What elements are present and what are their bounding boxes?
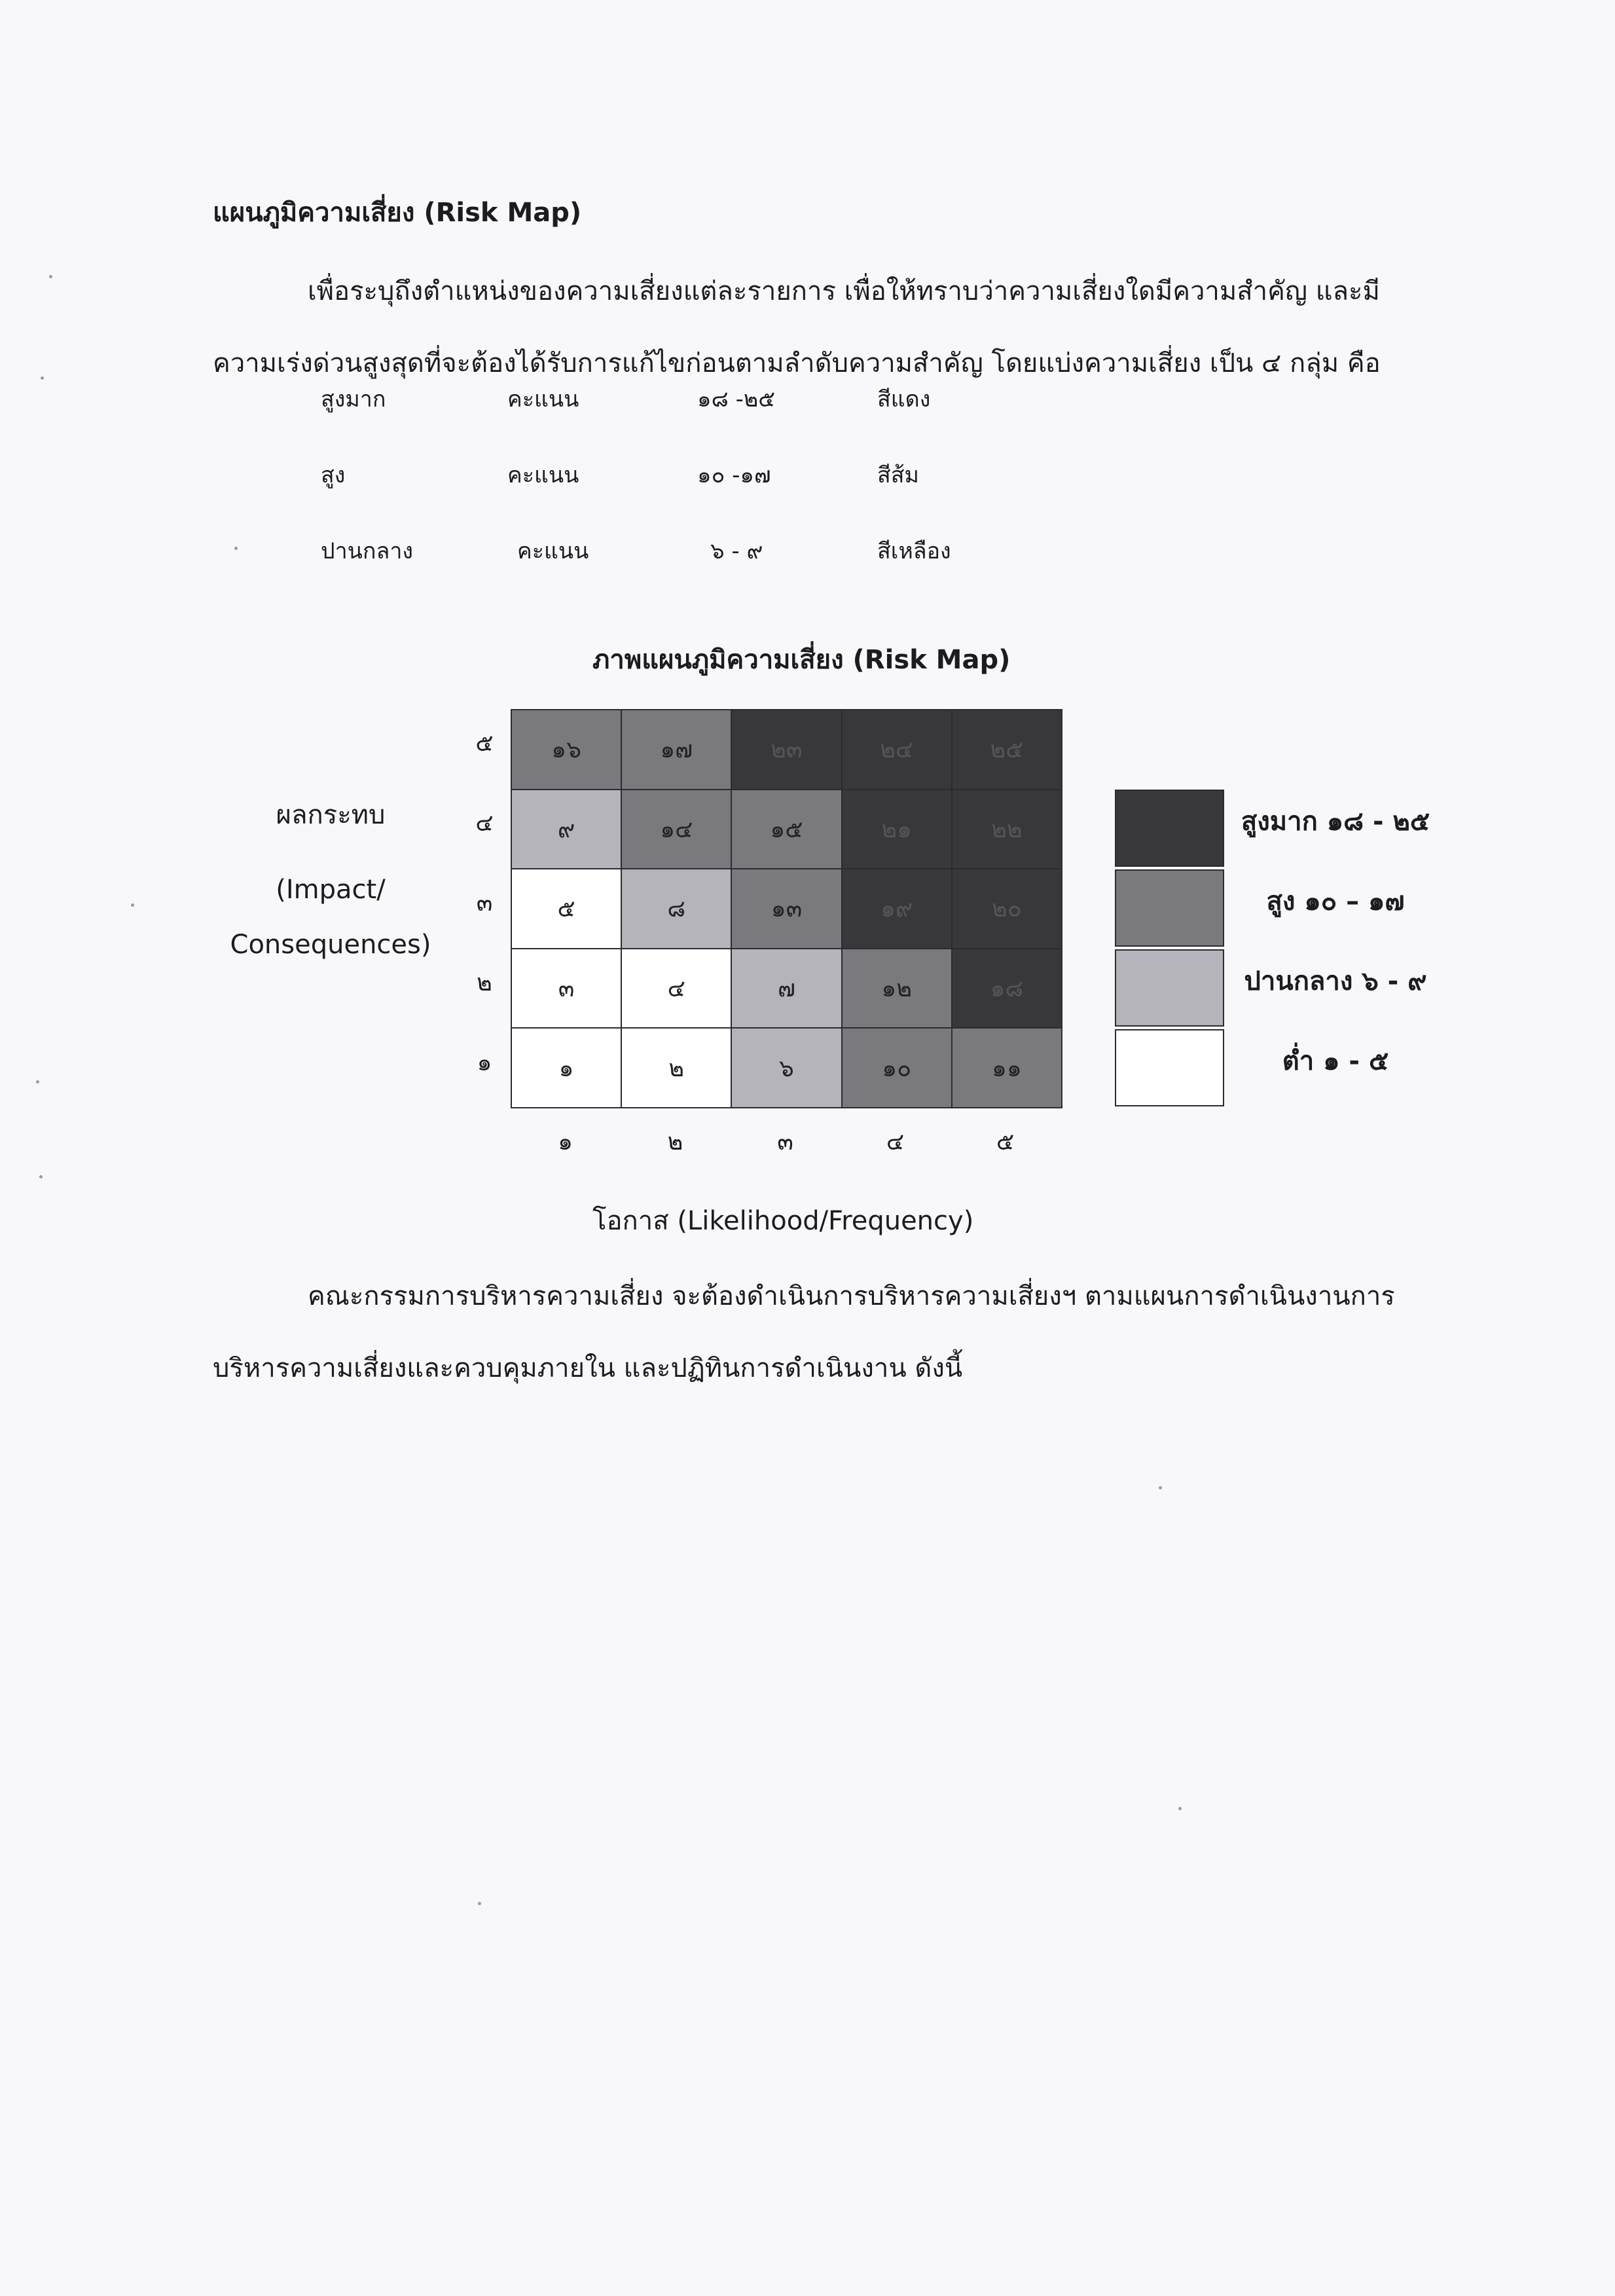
- legend-label-medium: ปานกลาง ๖ - ๙: [1244, 966, 1427, 996]
- risk-matrix-row: [511, 790, 1062, 869]
- color-name: สีเหลือง: [877, 538, 951, 564]
- risk-matrix-cell: ๑๗: [621, 710, 731, 790]
- scan-speck: [41, 376, 44, 380]
- risk-matrix-cell: ๖: [731, 1028, 841, 1108]
- legend-swatch-very-high: [1115, 790, 1224, 867]
- score-range: ๖ - ๙: [710, 538, 763, 564]
- score-label: คะแนน: [507, 386, 579, 412]
- y-axis-label-line-2: (Impact/: [276, 875, 386, 905]
- risk-matrix-cell: ๘: [621, 869, 731, 949]
- scan-speck: [478, 1902, 481, 1905]
- risk-map-title: ภาพแผนภูมิความเสี่ยง (Risk Map): [592, 645, 1011, 675]
- scan-speck: [1159, 1486, 1162, 1489]
- color-name: สีแดง: [877, 386, 931, 412]
- risk-matrix-cell: ๒๔: [842, 710, 952, 790]
- x-tick: ๔: [886, 1129, 905, 1156]
- legend-swatch-high: [1115, 869, 1224, 947]
- intro-line-2: ความเร่งด่วนสูงสุดที่จะต้องได้รับการแก้ไขก่อนตามลำดับความสำคัญ โดยแบ่งความเสี่ยง เป็น ๔ กลุ่ม คือ: [213, 348, 1381, 378]
- score-range: ๑๘ -๒๕: [697, 386, 776, 412]
- risk-matrix-cell: ๑๖: [511, 710, 621, 790]
- risk-matrix-cell: ๒๑: [842, 790, 952, 869]
- y-tick: ๔: [475, 810, 494, 837]
- risk-matrix-cell: ๙: [511, 790, 621, 869]
- risk-matrix-cell: ๑๒: [842, 949, 952, 1029]
- color-name: สีส้ม: [877, 462, 919, 488]
- risk-matrix-cell: ๓: [511, 949, 621, 1029]
- y-tick: ๒: [477, 970, 492, 996]
- risk-matrix-cell: ๑๓: [731, 869, 841, 949]
- x-tick: ๕: [996, 1129, 1015, 1156]
- closing-line-1: คณะกรรมการบริหารความเสี่ยง จะต้องดำเนินการบริหารความเสี่ยงฯ ตามแผนการดำเนินงานการ: [308, 1281, 1395, 1311]
- legend-swatch-low: [1115, 1029, 1224, 1106]
- legend-label-high: สูง ๑๐ – ๑๗: [1266, 886, 1405, 917]
- scan-speck: [39, 1175, 43, 1178]
- scan-speck: [49, 275, 52, 278]
- risk-matrix-cell: ๒๒: [952, 790, 1062, 869]
- risk-matrix-cell: ๑๙: [842, 869, 952, 949]
- intro-paragraph: [213, 255, 1411, 399]
- scan-speck: [1178, 1807, 1182, 1810]
- y-axis-label-line-1: ผลกระทบ: [276, 800, 386, 830]
- risk-matrix-cell: ๒๕: [952, 710, 1062, 790]
- y-tick: ๑: [477, 1049, 492, 1076]
- risk-matrix-cell: ๒: [621, 1028, 731, 1108]
- y-tick: ๕: [475, 730, 494, 757]
- x-axis-label: โอกาส (Likelihood/Frequency): [592, 1206, 974, 1236]
- score-range: ๑๐ -๑๗: [697, 462, 771, 488]
- risk-matrix-cell: ๑๕: [731, 790, 841, 869]
- score-label: คะแนน: [507, 462, 579, 488]
- risk-matrix-grid: [511, 709, 1062, 1108]
- risk-matrix-row: [511, 1028, 1062, 1108]
- risk-matrix-row: [511, 710, 1062, 790]
- scan-speck: [36, 1080, 39, 1084]
- x-tick: ๓: [777, 1129, 793, 1156]
- risk-matrix-cell: ๑๐: [842, 1028, 952, 1108]
- y-tick: ๓: [476, 890, 493, 917]
- x-tick: ๑: [558, 1129, 573, 1156]
- risk-matrix-row: [511, 869, 1062, 949]
- legend-label-low: ต่ำ ๑ - ๕: [1282, 1046, 1389, 1076]
- legend-label-very-high: สูงมาก ๑๘ - ๒๕: [1241, 807, 1430, 837]
- scan-speck: [131, 903, 134, 907]
- score-label: คะแนน: [517, 538, 589, 564]
- risk-matrix-cell: ๕: [511, 869, 621, 949]
- closing-paragraph: [213, 1260, 1411, 1404]
- legend-swatch-medium: [1115, 949, 1224, 1027]
- risk-matrix-cell: ๑: [511, 1028, 621, 1108]
- y-axis-label-line-3: Consequences): [230, 930, 431, 960]
- x-tick: ๒: [667, 1129, 683, 1156]
- risk-matrix-cell: ๒๓: [731, 710, 841, 790]
- risk-matrix-cell: ๗: [731, 949, 841, 1029]
- risk-matrix-row: [511, 949, 1062, 1029]
- level-name: สูงมาก: [321, 386, 386, 412]
- scan-speck: [234, 547, 238, 550]
- risk-matrix-cell: ๑๔: [621, 790, 731, 869]
- closing-line-2: บริหารความเสี่ยงและควบคุมภายใน และปฏิทินการดำเนินงาน ดังนี้: [213, 1353, 963, 1383]
- risk-matrix-cell: ๔: [621, 949, 731, 1029]
- level-name: สูง: [321, 462, 346, 488]
- level-name: ปานกลาง: [321, 538, 414, 564]
- risk-matrix-cell: ๒๐: [952, 869, 1062, 949]
- page-heading: แผนภูมิความเสี่ยง (Risk Map): [213, 198, 582, 228]
- risk-matrix-cell: ๑๘: [952, 949, 1062, 1029]
- risk-matrix-cell: ๑๑: [952, 1028, 1062, 1108]
- intro-line-1: เพื่อระบุถึงตำแหน่งของความเสี่ยงแต่ละรายการ เพื่อให้ทราบว่าความเสี่ยงใดมีความสำคัญ และมี: [308, 276, 1380, 306]
